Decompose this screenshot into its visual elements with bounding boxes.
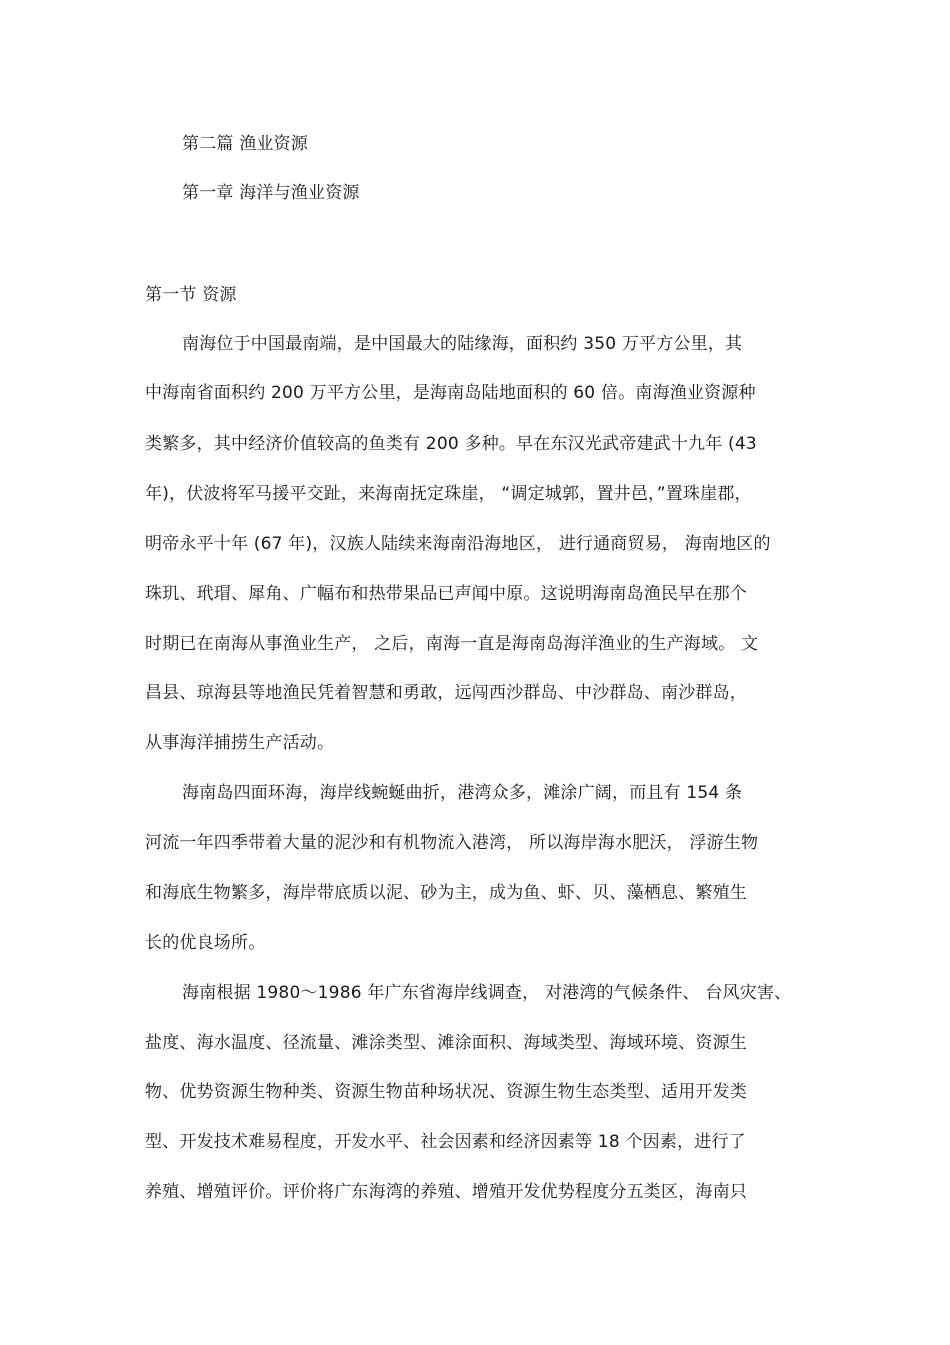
paragraph-line: 物、优势资源生物种类、资源生物苗种场状况、资源生物生态类型、适用开发类 <box>145 1082 747 1102</box>
paragraph-line: 明帝永平十年 (67 年)，汉族人陆续来海南沿海地区， 进行通商贸易， 海南地区的 <box>145 534 771 554</box>
paragraph-line: 型、开发技术难易程度，开发水平、社会因素和经济因素等 18 个因素，进行了 <box>145 1132 746 1152</box>
part-title: 第二篇 渔业资源 <box>182 134 309 154</box>
paragraph-line: 盐度、海水温度、径流量、滩涂类型、滩涂面积、海域类型、海域环境、资源生 <box>145 1033 747 1053</box>
paragraph-line: 珠玑、玳瑁、犀角、广幅布和热带果品已声闻中原。这说明海南岛渔民早在那个 <box>145 584 747 604</box>
paragraph-line: 时期已在南海从事渔业生产， 之后，南海一直是海南岛海洋渔业的生产海域。 文 <box>145 634 759 654</box>
section-title: 第一节 资源 <box>145 285 237 305</box>
paragraph-line: 河流一年四季带着大量的泥沙和有机物流入港湾， 所以海岸海水肥沃， 浮游生物 <box>145 833 759 853</box>
paragraph-line: 类繁多，其中经济价值较高的鱼类有 200 多种。早在东汉光武帝建武十九年 (43 <box>145 434 757 454</box>
paragraph-line: 中海南省面积约 200 万平方公里，是海南岛陆地面积的 60 倍。南海渔业资源种 <box>145 383 756 403</box>
paragraph-line: 养殖、增殖评价。评价将广东海湾的养殖、增殖开发优势程度分五类区，海南只 <box>145 1182 747 1202</box>
paragraph-line: 年)，伏波将军马援平交趾，来海南抚定珠崖， “调定城郭，置井邑，”置珠崖郡， <box>145 484 752 504</box>
paragraph-line: 和海底生物繁多，海岸带底质以泥、砂为主，成为鱼、虾、贝、藻栖息、繁殖生 <box>145 883 747 903</box>
paragraph-line: 昌县、琼海县等地渔民凭着智慧和勇敢，远闯西沙群岛、中沙群岛、南沙群岛， <box>145 683 747 703</box>
paragraph-line: 南海位于中国最南端，是中国最大的陆缘海，面积约 350 万平方公里，其 <box>182 334 743 354</box>
chapter-title: 第一章 海洋与渔业资源 <box>182 183 360 203</box>
paragraph-line: 从事海洋捕捞生产活动。 <box>145 733 335 753</box>
paragraph-line: 长的优良场所。 <box>145 933 266 953</box>
paragraph-line: 海南根据 1980～1986 年广东省海岸线调查， 对港湾的气候条件、 台风灾害、 <box>182 983 792 1003</box>
paragraph-line: 海南岛四面环海，海岸线蜿蜒曲折，港湾众多，滩涂广阔，而且有 154 条 <box>182 783 743 803</box>
